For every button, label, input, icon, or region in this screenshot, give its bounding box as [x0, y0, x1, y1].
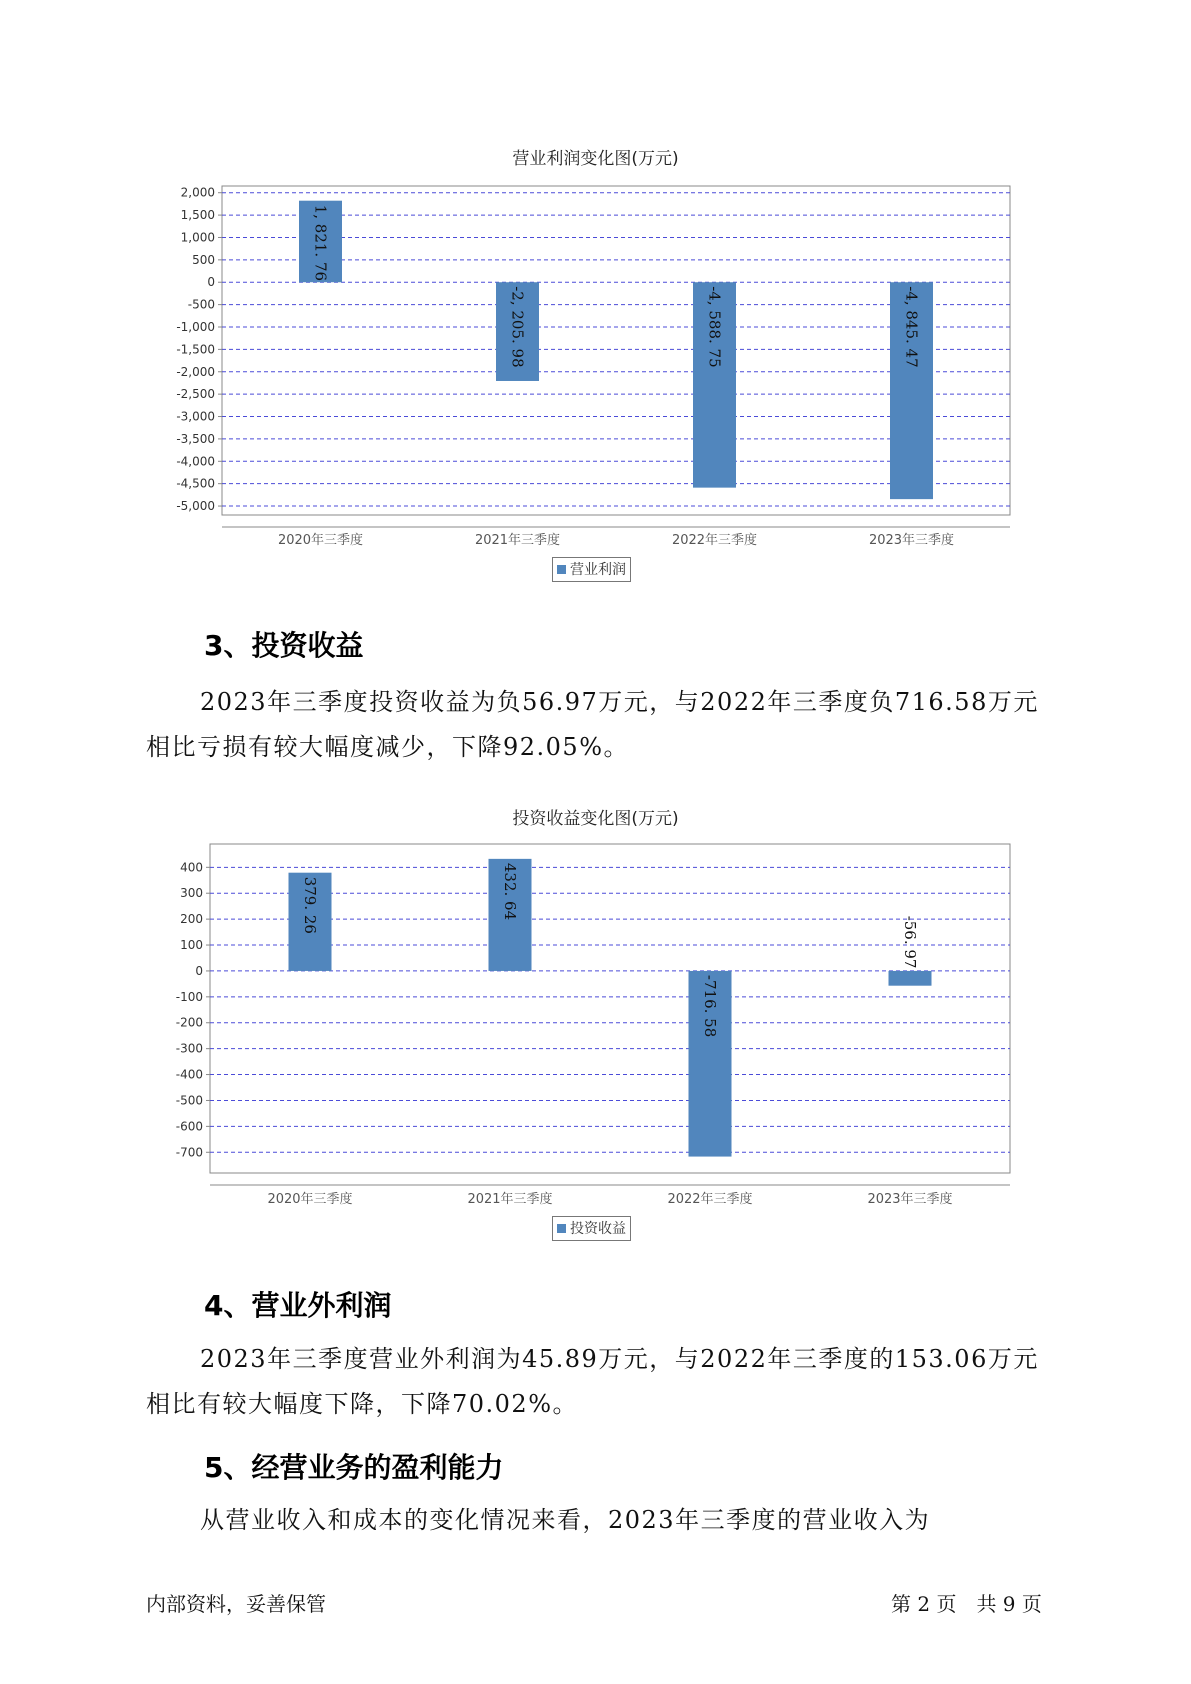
y-tick-label: 1,500 [180, 208, 215, 223]
y-tick-label: 100 [180, 938, 203, 953]
y-tick-label: 400 [180, 860, 203, 875]
y-tick-label: -700 [175, 1145, 203, 1160]
chart1-legend [552, 557, 631, 582]
chart1-title: 营业利润变化图(万元) [512, 149, 679, 169]
x-tick-label: 2022年三季度 [667, 1192, 753, 1207]
x-tick-label: 2023年三季度 [867, 1192, 953, 1207]
y-tick-label: 2,000 [180, 185, 215, 200]
legend-swatch-icon [557, 565, 566, 574]
y-tick-label: -4,000 [176, 454, 215, 469]
y-tick-label: 300 [180, 886, 203, 901]
x-tick-label: 2023年三季度 [868, 533, 955, 548]
data-label: 1, 821. 76 [311, 204, 330, 282]
y-tick-label: -3,500 [176, 431, 215, 446]
y-tick-label: 500 [192, 252, 215, 267]
data-label: -56. 97 [901, 915, 919, 969]
y-tick-label: -1,500 [176, 342, 215, 357]
y-tick-label: -3,000 [176, 409, 215, 424]
section4-paragraph [146, 1337, 1054, 1427]
x-tick-label: 2020年三季度 [267, 1192, 353, 1207]
y-tick-label: -300 [175, 1041, 203, 1056]
section3-line1: 2023年三季度投资收益为负56.97万元，与2022年三季度负716.58万元 [200, 688, 1039, 716]
y-tick-label: -600 [175, 1119, 203, 1134]
section4-line1: 2023年三季度营业外利润为45.89万元，与2022年三季度的153.06万元 [200, 1345, 1039, 1373]
chart1-legend-label: 营业利润 [570, 562, 626, 578]
chart2-title: 投资收益变化图(万元) [512, 809, 679, 829]
section5-line1: 从营业收入和成本的变化情况来看，2023年三季度的营业收入为 [200, 1506, 931, 1534]
y-tick-label: -2,500 [176, 387, 215, 402]
footer-page-number: 第 2 页 共 9 页 [891, 1592, 1042, 1616]
section3-heading: 3、投资收益 [204, 629, 364, 662]
y-tick-label: 1,000 [180, 230, 215, 245]
investment-income-chart [0, 830, 1191, 1210]
y-tick-label: 200 [180, 912, 203, 927]
y-tick-label: -4,500 [176, 476, 215, 491]
y-tick-label: 0 [195, 963, 203, 978]
y-tick-label: -200 [175, 1015, 203, 1030]
y-tick-label: -400 [175, 1067, 203, 1082]
section4-heading: 4、营业外利润 [204, 1289, 392, 1322]
x-tick-label: 2022年三季度 [671, 533, 758, 548]
bar [889, 971, 932, 986]
y-tick-label: -2,000 [176, 364, 215, 379]
data-label: -4, 845. 47 [902, 286, 921, 368]
operating-profit-chart [0, 170, 1191, 550]
section3-line2: 相比亏损有较大幅度减少，下降92.05%。 [146, 733, 630, 761]
x-tick-label: 2021年三季度 [467, 1192, 553, 1207]
x-tick-label: 2021年三季度 [474, 533, 561, 548]
data-label: -716. 58 [701, 974, 719, 1038]
y-tick-label: -1,000 [176, 320, 215, 334]
chart2-legend [552, 1216, 631, 1241]
data-label: 379. 26 [301, 876, 319, 934]
y-tick-label: -5,000 [176, 499, 215, 514]
x-tick-label: 2020年三季度 [277, 533, 364, 548]
legend-swatch-icon [557, 1224, 566, 1233]
y-tick-label: -500 [175, 1093, 203, 1108]
section5-heading: 5、经营业务的盈利能力 [204, 1451, 504, 1484]
section3-paragraph [146, 680, 1054, 770]
chart2-legend-label: 投资收益 [570, 1221, 626, 1237]
y-tick-label: -500 [187, 297, 215, 312]
section5-paragraph [146, 1498, 1054, 1543]
y-tick-label: 0 [207, 275, 215, 290]
data-label: -2, 205. 98 [508, 286, 527, 368]
data-label: 432. 64 [501, 862, 519, 921]
section4-line2: 相比有较大幅度下降，下降70.02%。 [146, 1390, 579, 1418]
y-tick-label: -100 [175, 989, 203, 1004]
footer-confidential-note: 内部资料，妥善保管 [146, 1592, 326, 1616]
data-label: -4, 588. 75 [705, 286, 724, 368]
